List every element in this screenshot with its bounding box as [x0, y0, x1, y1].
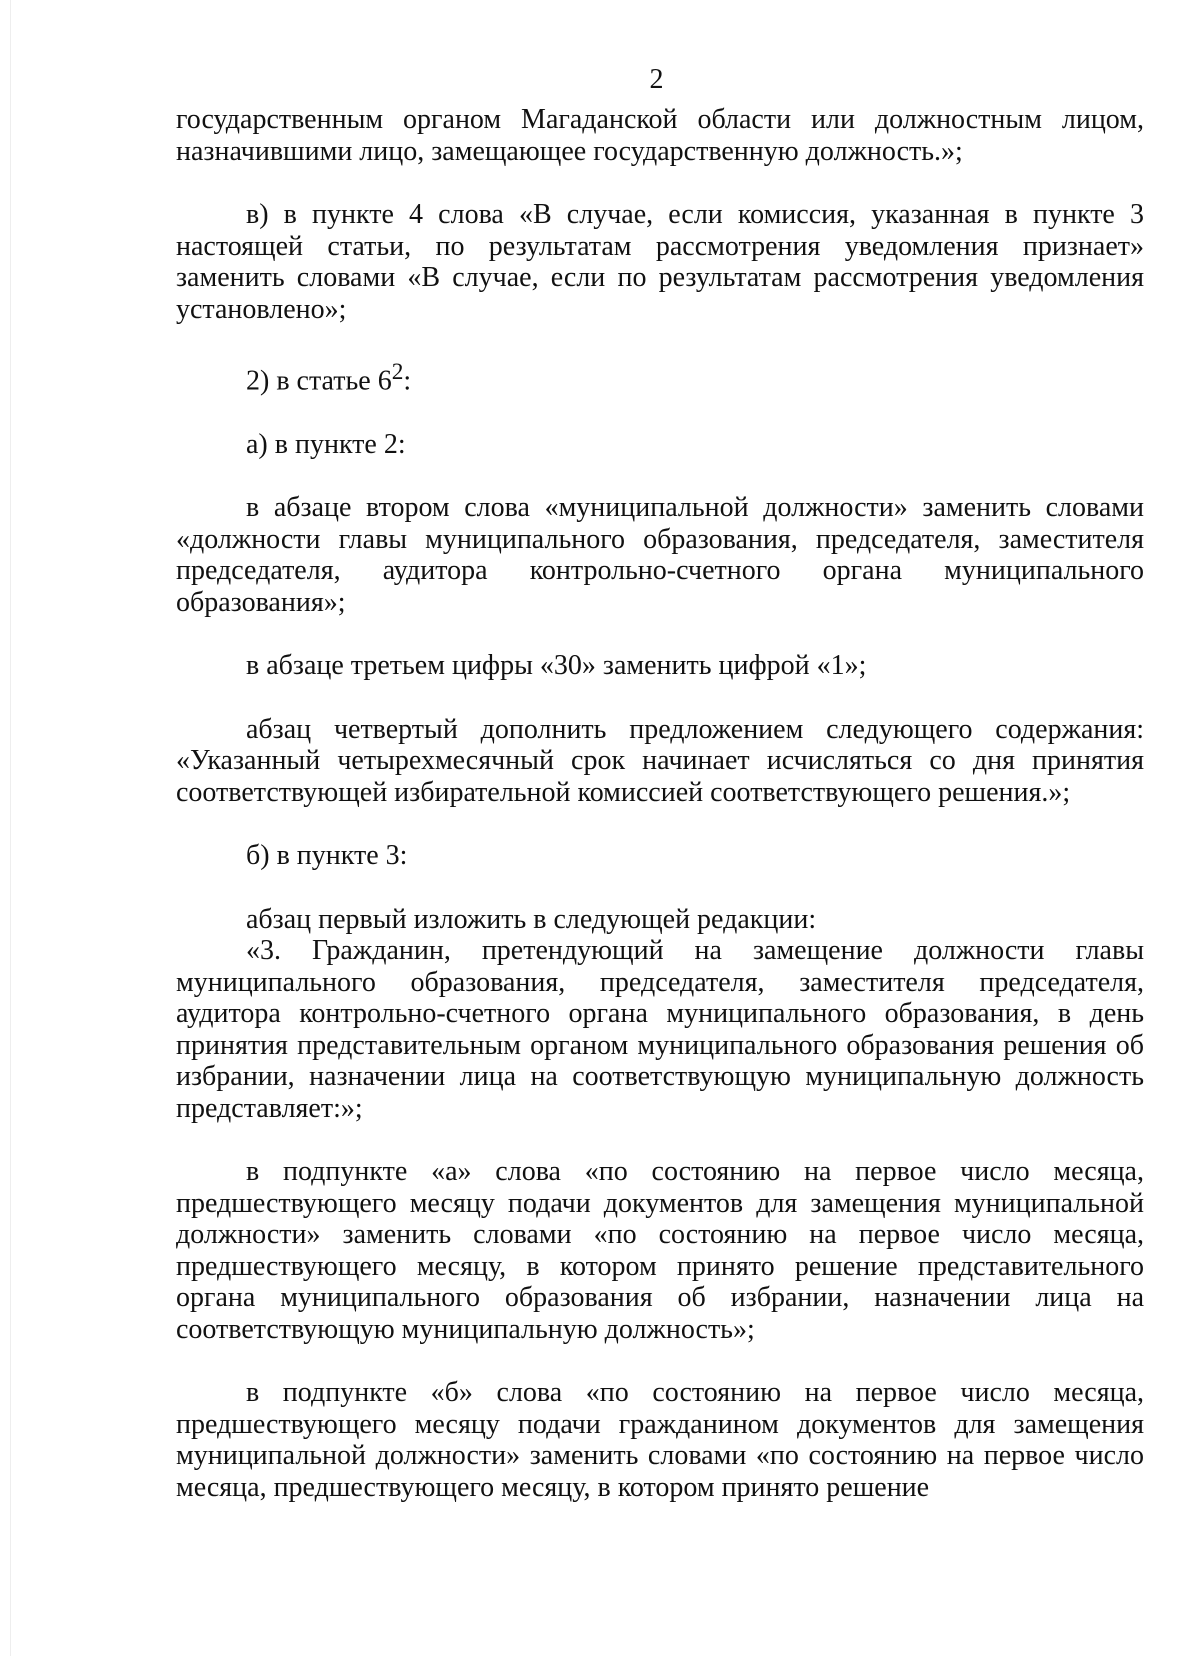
paragraph-item-v: в) в пункте 4 слова «В случае, если комиссия, указанная в пункте 3 настоящей статьи, по результатам рассмотрения уведомления признает» заменить словами «В случае, если по результатам рассмотрения уведомления установлено»; [176, 199, 1144, 325]
article-heading-text: 2) в статье 6 [246, 365, 392, 397]
article-heading-colon: : [403, 365, 412, 397]
paragraph-article-6-2 [176, 357, 1144, 397]
article-superscript: 2 [391, 359, 404, 385]
paragraph-subpoint-b: в подпункте «б» слова «по состоянию на первое число месяца, предшествующего месяцу подачи гражданином документов для замещения муниципальной должности» заменить словами «по состоянию на первое число месяца, предшествующего месяцу, в котором принято решение [176, 1377, 1144, 1503]
paragraph-third-abzac: в абзаце третьем цифры «30» заменить цифрой «1»; [246, 650, 867, 682]
paragraph-new-point-3: «3. Гражданин, претендующий на замещение должности главы муниципального образования, председателя, заместителя председателя, аудитора контрольно-счетного органа муниципального образования, в день принятия представительным органом муниципального образования решения об избрании, назначении лица на соответствующую муниципальную должность представляет:»; [176, 935, 1144, 1124]
paragraph-fourth-abzac: абзац четвертый дополнить предложением следующего содержания: «Указанный четырехмесячный срок начинает исчисляться со дня принятия соответствующей избирательной комиссией соответствующего решения.»; [176, 713, 1144, 808]
paragraph-subpoint-a: в подпункте «а» слова «по состоянию на первое число месяца, предшествующего месяцу подачи документов для замещения муниципальной должности» заменить словами «по состоянию на первое число месяца, предшествующего месяцу, в котором принято решение представительного органа муниципального образования об избрании, назначении лица на соответствующую муниципальную должность»; [176, 1156, 1144, 1345]
paragraph-continuation: государственным органом Магаданской области или должностным лицом, назначившими лицо, замещающее государственную должность.»; [176, 104, 1144, 167]
paragraph-first-abzac: абзац первый изложить в следующей редакции: [246, 903, 817, 935]
paragraph-item-b: б) в пункте 3: [246, 840, 408, 872]
page-number: 2 [649, 64, 664, 95]
paragraph-item-a: а) в пункте 2: [246, 428, 406, 460]
paragraph-second-abzac: в абзаце втором слова «муниципальной должности» заменить словами «должности главы муниципального образования, председателя, заместителя председателя, аудитора контрольно-счетного органа муниципального образования»; [176, 492, 1144, 618]
scan-edge-line [10, 0, 11, 1656]
document-body [176, 104, 1144, 1503]
